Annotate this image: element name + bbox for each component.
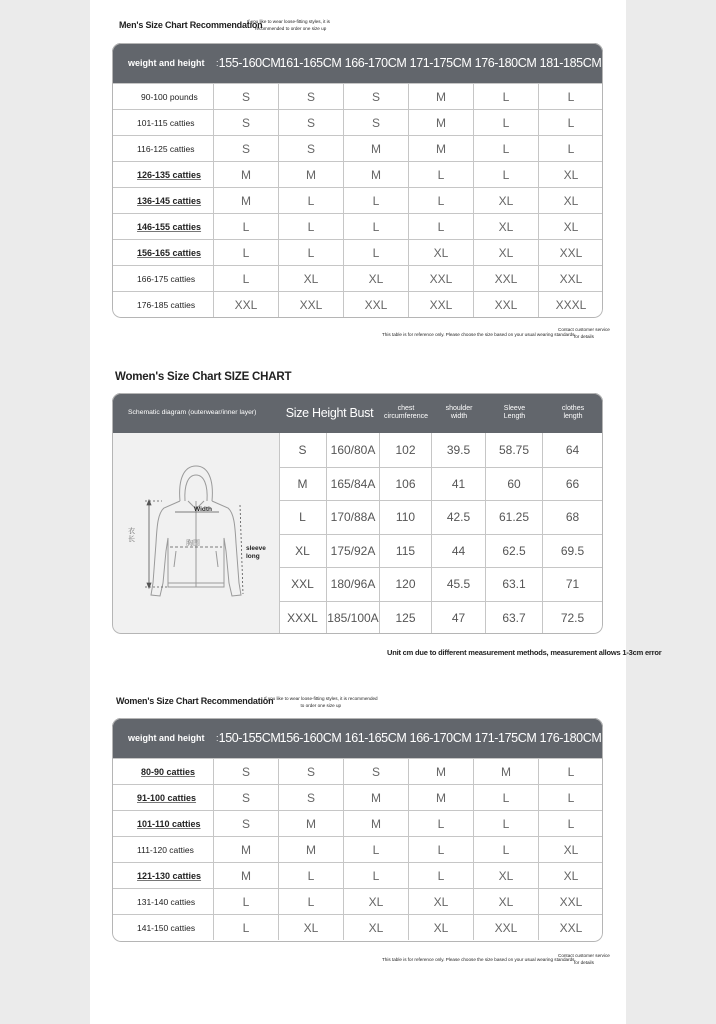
size-cell: XXL [473, 915, 538, 940]
size-cell: XL [408, 915, 473, 940]
sleeve-cell: 62.5 [485, 535, 542, 568]
size-cell: XL [538, 188, 603, 213]
height-header-4: 171-175CM [474, 731, 537, 745]
chest-header-line1: chest [397, 404, 415, 412]
weight-label: 90-100 pounds [141, 91, 198, 102]
size-cell: M [408, 759, 473, 784]
size-cell: S [343, 84, 408, 109]
size-cell: L [213, 240, 278, 265]
sleeve-cell: 58.75 [485, 433, 542, 467]
table-row [112, 291, 603, 317]
womens-measurement-table [112, 393, 603, 634]
sleeve-cell: 63.7 [485, 602, 542, 635]
size-cell: XL [473, 889, 538, 914]
shoulder-cell: 42.5 [431, 501, 485, 534]
size-cell: L [408, 188, 473, 213]
size-cell: M [278, 811, 343, 836]
chest-cell: 106 [379, 468, 431, 501]
size-cell: XL [473, 214, 538, 239]
size-cell: XXL [538, 915, 603, 940]
womens-chart-title: Women's Size Chart Recommendation [116, 696, 274, 706]
clothes-length-header [543, 393, 603, 433]
size-cell: L [473, 837, 538, 862]
size-cell: XL [538, 837, 603, 862]
weight-label: 141-150 catties [137, 922, 196, 933]
mens-reference-note: This table is for reference only. Please choose the size based on your usual wearing standards. [382, 332, 576, 337]
size-cell: XL [473, 863, 538, 888]
weight-label: 136-145 catties [137, 195, 202, 206]
size-cell: M [213, 837, 278, 862]
size-cell: L [408, 837, 473, 862]
size-cell: L [213, 214, 278, 239]
womens-chart-tip-line2: to order one size up [300, 702, 342, 708]
size-cell: XXL [291, 577, 314, 592]
height-header-5: 181-185CM [539, 56, 602, 70]
size-cell: L [299, 510, 306, 525]
weight-label: 131-140 catties [137, 896, 196, 907]
size-cell: L [408, 214, 473, 239]
shoulder-cell: 44 [431, 535, 485, 568]
size-cell: L [278, 214, 343, 239]
table-row [112, 862, 603, 888]
size-cell: S [213, 811, 278, 836]
size-cell: XXXL [287, 610, 318, 625]
height_bust-cell: 165/84A [326, 468, 379, 501]
size-cell: L [213, 915, 278, 940]
weight-label: 121-130 catties [137, 870, 202, 881]
size-cell: XL [295, 543, 310, 558]
height-header-2: 166-170CM [344, 56, 407, 70]
weight-label: 101-110 catties [137, 818, 201, 829]
shoulder-header-line1: shoulder [445, 404, 473, 412]
weight-height-header: weight and height [128, 733, 205, 743]
womens_chart-header-row [112, 718, 603, 758]
table-row [112, 213, 603, 239]
height-header-3: 166-170CM [409, 731, 472, 745]
mens-contact-line2: for details [573, 333, 594, 339]
size-cell: XL [538, 162, 603, 187]
size-cell: M [473, 759, 538, 784]
size-cell: S [298, 442, 307, 457]
size-height-bust-header: Size Height Bust [285, 405, 374, 420]
size-cell: L [343, 863, 408, 888]
table-row [112, 758, 603, 784]
size-cell: S [278, 84, 343, 109]
size-cell: L [473, 84, 538, 109]
size-cell: L [473, 110, 538, 135]
weight-label: 166-175 catties [137, 273, 196, 284]
weight-label: 80-90 catties [141, 766, 196, 777]
size-cell: S [213, 110, 278, 135]
size-cell: XL [278, 266, 343, 291]
weight-label: 111-120 catties [137, 844, 194, 855]
womens-measurement-header [112, 393, 603, 433]
size-cell: XL [343, 266, 408, 291]
table-row [112, 239, 603, 265]
shoulder-cell: 41 [431, 468, 485, 501]
size-cell: L [278, 240, 343, 265]
size-cell: L [473, 785, 538, 810]
mens-chart-title: Men's Size Chart Recommendation [119, 20, 263, 30]
chest-circumference-header [380, 393, 432, 433]
size-cell: XXL [473, 292, 538, 317]
size-cell: L [213, 889, 278, 914]
womens-size-table [112, 718, 603, 942]
height-header-4: 176-180CM [474, 56, 537, 70]
size-cell: L [538, 110, 603, 135]
size-cell: M [408, 785, 473, 810]
size-cell: M [297, 476, 308, 491]
size-cell: L [408, 863, 473, 888]
unit-note: Unit cm due to different measurement methods, measurement allows 1-3cm error [387, 648, 662, 657]
size-cell: S [278, 136, 343, 161]
mens-chart-tip-line1: If you like to wear loose-fitting styles, it is [247, 19, 330, 24]
size-cell: L [538, 84, 603, 109]
mens-chart-tip-line2: recommended to order one size up [255, 25, 327, 31]
sleeve-length-header [486, 393, 543, 433]
size-cell: L [538, 785, 603, 810]
womens-reference-note: This table is for reference only. Please choose the size based on your usual wearing standards. [382, 957, 576, 962]
weight-label: 91-100 catties [137, 792, 197, 803]
table-row [279, 534, 602, 568]
size-cell: M [343, 136, 408, 161]
height-header-5: 176-180CM [539, 731, 602, 745]
size-cell: XXL [538, 266, 603, 291]
sleeve-label-line1: sleeve [246, 545, 266, 552]
womens-contact-line1: Contact customer service [558, 953, 610, 958]
size-cell: XXL [408, 292, 473, 317]
shoulder-header-line2: width [450, 413, 468, 420]
height_bust-cell: 175/92A [326, 535, 379, 568]
table-row [112, 83, 603, 109]
size-cell: M [278, 162, 343, 187]
height-header-2: 161-165CM [344, 731, 407, 745]
womens-chart-tip-line1: If you like to wear loose-fitting styles, it is recommended [264, 696, 378, 701]
table-row [112, 810, 603, 836]
height_bust-cell: 180/96A [326, 568, 379, 601]
table-row [279, 500, 602, 534]
height-header-1: 156-160CM [279, 731, 342, 745]
size-cell: S [278, 110, 343, 135]
height-header-3: 171-175CM [409, 56, 472, 70]
sleeve-long-label [246, 545, 266, 561]
length-cn-1: 衣 [128, 528, 135, 535]
length-cell: 66 [542, 468, 602, 501]
length-label-cn [128, 528, 135, 544]
size-cell: XL [408, 889, 473, 914]
header-separator: : [215, 58, 219, 68]
size-cell: M [278, 837, 343, 862]
height_bust-cell: 160/80A [326, 433, 379, 467]
size-cell: L [473, 811, 538, 836]
height-header-0: 155-160CM [218, 56, 281, 70]
size-cell: XXXL [538, 292, 603, 317]
table-row [112, 187, 603, 213]
size-cell: L [213, 266, 278, 291]
size-cell: XL [343, 915, 408, 940]
sleeve-label-line2: long [246, 553, 260, 560]
weight-height-header: weight and height [128, 58, 205, 68]
size-cell: L [473, 162, 538, 187]
size-cell: M [343, 785, 408, 810]
chest-cell: 120 [379, 568, 431, 601]
table-row [112, 888, 603, 914]
mens-contact-line1: Contact customer service [558, 327, 610, 332]
chest-cell: 102 [379, 433, 431, 467]
mens-size-table [112, 43, 603, 318]
size-cell: L [473, 136, 538, 161]
table-row [112, 265, 603, 291]
size-cell: S [278, 759, 343, 784]
height_bust-cell: 185/100A [326, 602, 379, 635]
table-row [112, 836, 603, 862]
length-cell: 72.5 [542, 602, 602, 635]
weight-label: 176-185 catties [137, 299, 196, 310]
womens-contact-line2: for details [573, 959, 594, 965]
table-row [279, 601, 602, 635]
length-cell: 71 [542, 568, 602, 601]
length-cell: 64 [542, 433, 602, 467]
table-row [112, 109, 603, 135]
weight-label: 146-155 catties [137, 221, 202, 232]
size-cell: S [343, 759, 408, 784]
chest-cell: 115 [379, 535, 431, 568]
size-cell: S [213, 84, 278, 109]
weight-label: 101-115 catties [137, 117, 195, 128]
chest-cell: 110 [379, 501, 431, 534]
shoulder-cell: 47 [431, 602, 485, 635]
sleeve-cell: 63.1 [485, 568, 542, 601]
chest-cell: 125 [379, 602, 431, 635]
size-cell: M [213, 162, 278, 187]
length-cell: 69.5 [542, 535, 602, 568]
size-cell: L [408, 811, 473, 836]
size-cell: XXL [278, 292, 343, 317]
shoulder-width-header [432, 393, 486, 433]
mens_chart-header-row [112, 43, 603, 83]
table-row [279, 567, 602, 601]
size-cell: S [213, 759, 278, 784]
size-cell: XL [343, 889, 408, 914]
size-cell: M [343, 162, 408, 187]
length-header-line1: clothes [561, 404, 585, 412]
weight-label: 126-135 catties [137, 169, 202, 180]
size-cell: S [343, 110, 408, 135]
size-cell: S [278, 785, 343, 810]
height_bust-cell: 170/88A [326, 501, 379, 534]
table-row [112, 784, 603, 810]
size-cell: XL [538, 863, 603, 888]
size-cell: S [213, 136, 278, 161]
length-cn-2: 长 [128, 536, 135, 543]
size-cell: XXL [408, 266, 473, 291]
size-cell: L [343, 188, 408, 213]
size-cell: M [343, 811, 408, 836]
width-label: Width [194, 506, 212, 513]
length-cell: 68 [542, 501, 602, 534]
size-cell: L [278, 889, 343, 914]
sleeve-cell: 60 [485, 468, 542, 501]
table-row [112, 914, 603, 940]
size-cell: L [343, 214, 408, 239]
table-row [279, 433, 602, 467]
size-cell: L [538, 136, 603, 161]
height-header-1: 161-165CM [279, 56, 342, 70]
table-row [112, 135, 603, 161]
shoulder-cell: 45.5 [431, 568, 485, 601]
size-cell: L [343, 837, 408, 862]
weight-label: 156-165 catties [137, 247, 202, 258]
size-cell: S [213, 785, 278, 810]
womens-size-chart-title: Women's Size Chart SIZE CHART [115, 371, 292, 383]
size-cell: XXL [538, 240, 603, 265]
mens-contact-note [558, 327, 610, 340]
sleeve-header-line2: Length [503, 413, 526, 420]
size-cell: M [408, 84, 473, 109]
size-cell: XXL [473, 266, 538, 291]
size-cell: M [213, 863, 278, 888]
chest-header-line2: circumference [384, 413, 428, 420]
jacket-schematic-diagram [112, 433, 280, 634]
size-cell: XXL [343, 292, 408, 317]
size-cell: L [408, 162, 473, 187]
womens-contact-note [558, 953, 610, 966]
size-cell: XL [473, 188, 538, 213]
size-cell: L [538, 759, 603, 784]
diagram-header: Schematic diagram (outerwear/inner layer) [128, 408, 257, 416]
size-cell: L [343, 240, 408, 265]
size-cell: L [278, 188, 343, 213]
header-separator: : [215, 733, 219, 743]
womens-chart-tip [264, 696, 378, 709]
size-cell: M [408, 136, 473, 161]
size-cell: XXL [213, 292, 278, 317]
size-cell: M [213, 188, 278, 213]
sleeve-header-line1: Sleeve [503, 404, 526, 412]
table-row [279, 467, 602, 501]
size-cell: XL [408, 240, 473, 265]
size-cell: XL [473, 240, 538, 265]
size-cell: XL [278, 915, 343, 940]
shoulder-cell: 39.5 [431, 433, 485, 467]
jacket-outline-icon [112, 433, 279, 634]
size-cell: M [408, 110, 473, 135]
womens-measurement-body [112, 433, 603, 634]
table-row [112, 161, 603, 187]
size-cell: XL [538, 214, 603, 239]
sleeve-cell: 61.25 [485, 501, 542, 534]
chest-label-cn: 胸围 [186, 540, 200, 547]
size-cell: L [278, 863, 343, 888]
mens-chart-tip [247, 19, 330, 32]
height-header-0: 150-155CM [218, 731, 281, 745]
weight-label: 116-125 catties [137, 143, 195, 154]
size-cell: L [538, 811, 603, 836]
length-header-line2: length [563, 413, 583, 420]
size-cell: XXL [538, 889, 603, 914]
